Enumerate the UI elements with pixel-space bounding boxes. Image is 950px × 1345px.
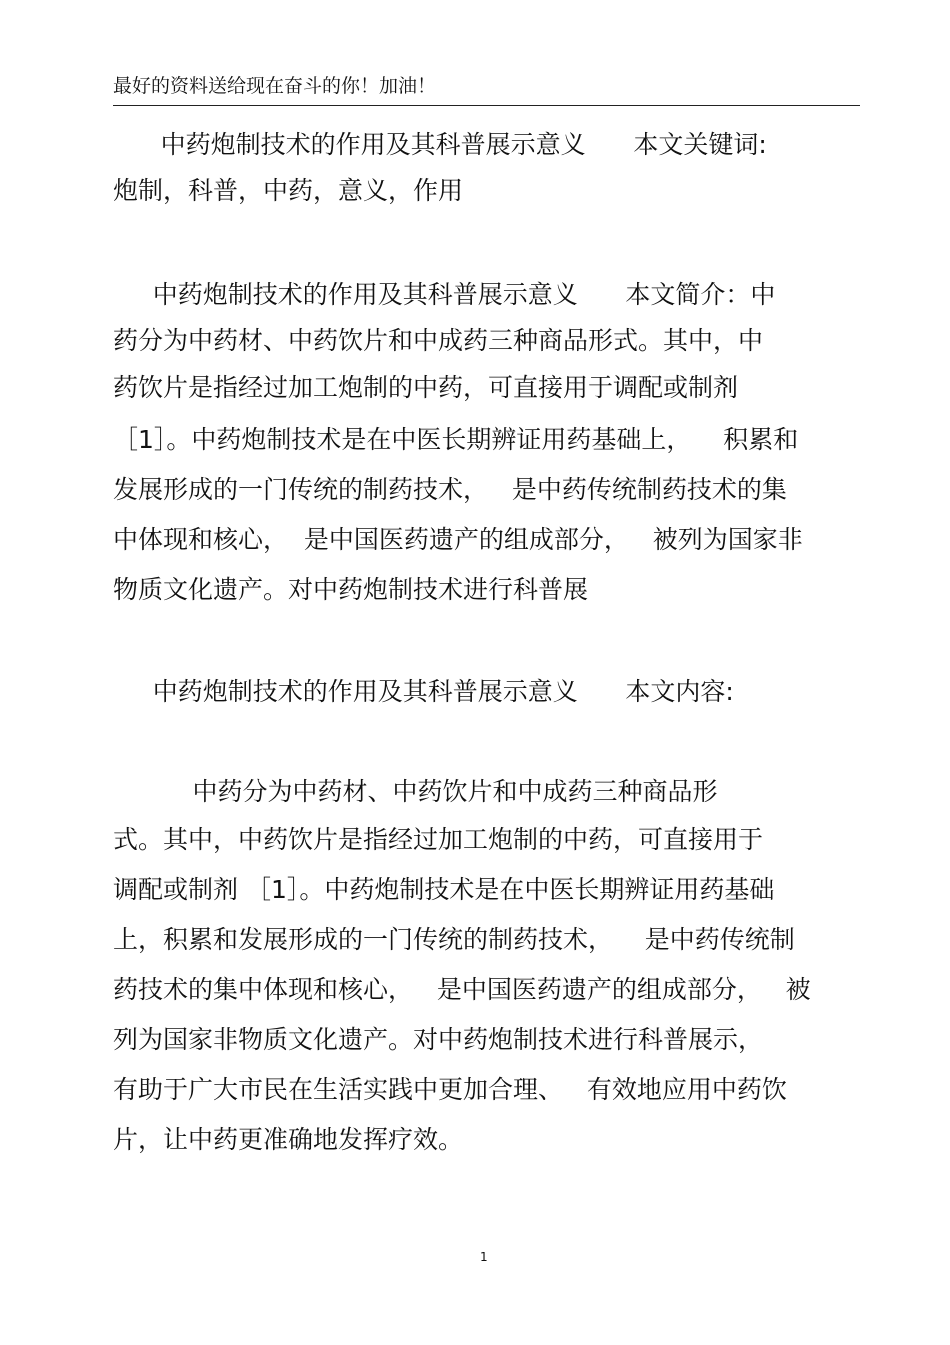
- content-heading: 中药炮制技术的作用及其科普展示意义 本文内容:: [113, 677, 734, 706]
- summary-line-2: 药分为中药材、中药饮片和中成药三种商品形式。其中，中: [113, 326, 764, 355]
- summary-line-6: 中体现和核心， 是中国医药遗产的组成部分， 被列为国家非: [113, 525, 803, 554]
- summary-line-7: 物质文化遗产。对中药炮制技术进行科普展: [113, 575, 589, 604]
- content-line-8: 片，让中药更准确地发挥疗效。: [113, 1125, 464, 1154]
- content-line-1: 中药分为中药材、中药饮片和中成药三种商品形: [113, 777, 718, 806]
- page-header: [113, 70, 860, 106]
- content-line-6: 列为国家非物质文化遗产。对中药炮制技术进行科普展示，: [113, 1025, 764, 1054]
- content-line-5: 药技术的集中体现和核心， 是中国医药遗产的组成部分， 被: [113, 975, 811, 1004]
- header-slogan: 最好的资料送给现在奋斗的你！加油！: [113, 75, 437, 97]
- summary-line-1: 中药炮制技术的作用及其科普展示意义 本文简介：中: [113, 280, 776, 309]
- keywords-line-1: 中药炮制技术的作用及其科普展示意义 本文关键词:: [113, 130, 767, 159]
- content-line-4: 上，积累和发展形成的一门传统的制药技术， 是中药传统制: [113, 925, 795, 954]
- summary-line-3: 药饮片是指经过加工炮制的中药，可直接用于调配或制剂: [113, 373, 739, 402]
- keywords-line-2: 炮制，科普，中药，意义，作用: [113, 176, 464, 205]
- summary-line-5: 发展形成的一门传统的制药技术， 是中药传统制药技术的集: [113, 475, 787, 504]
- content-line-2: 式。其中，中药饮片是指经过加工炮制的中药，可直接用于: [113, 825, 764, 854]
- content-line-3: 调配或制剂 ［1］。中药炮制技术是在中医长期辨证用药基础: [113, 875, 775, 904]
- page-number: 1: [480, 1250, 488, 1264]
- content-line-7: 有助于广大市民在生活实践中更加合理、 有效地应用中药饮: [113, 1075, 787, 1104]
- summary-line-4: ［1］。中药炮制技术是在中医长期辨证用药基础上， 积累和: [113, 425, 799, 454]
